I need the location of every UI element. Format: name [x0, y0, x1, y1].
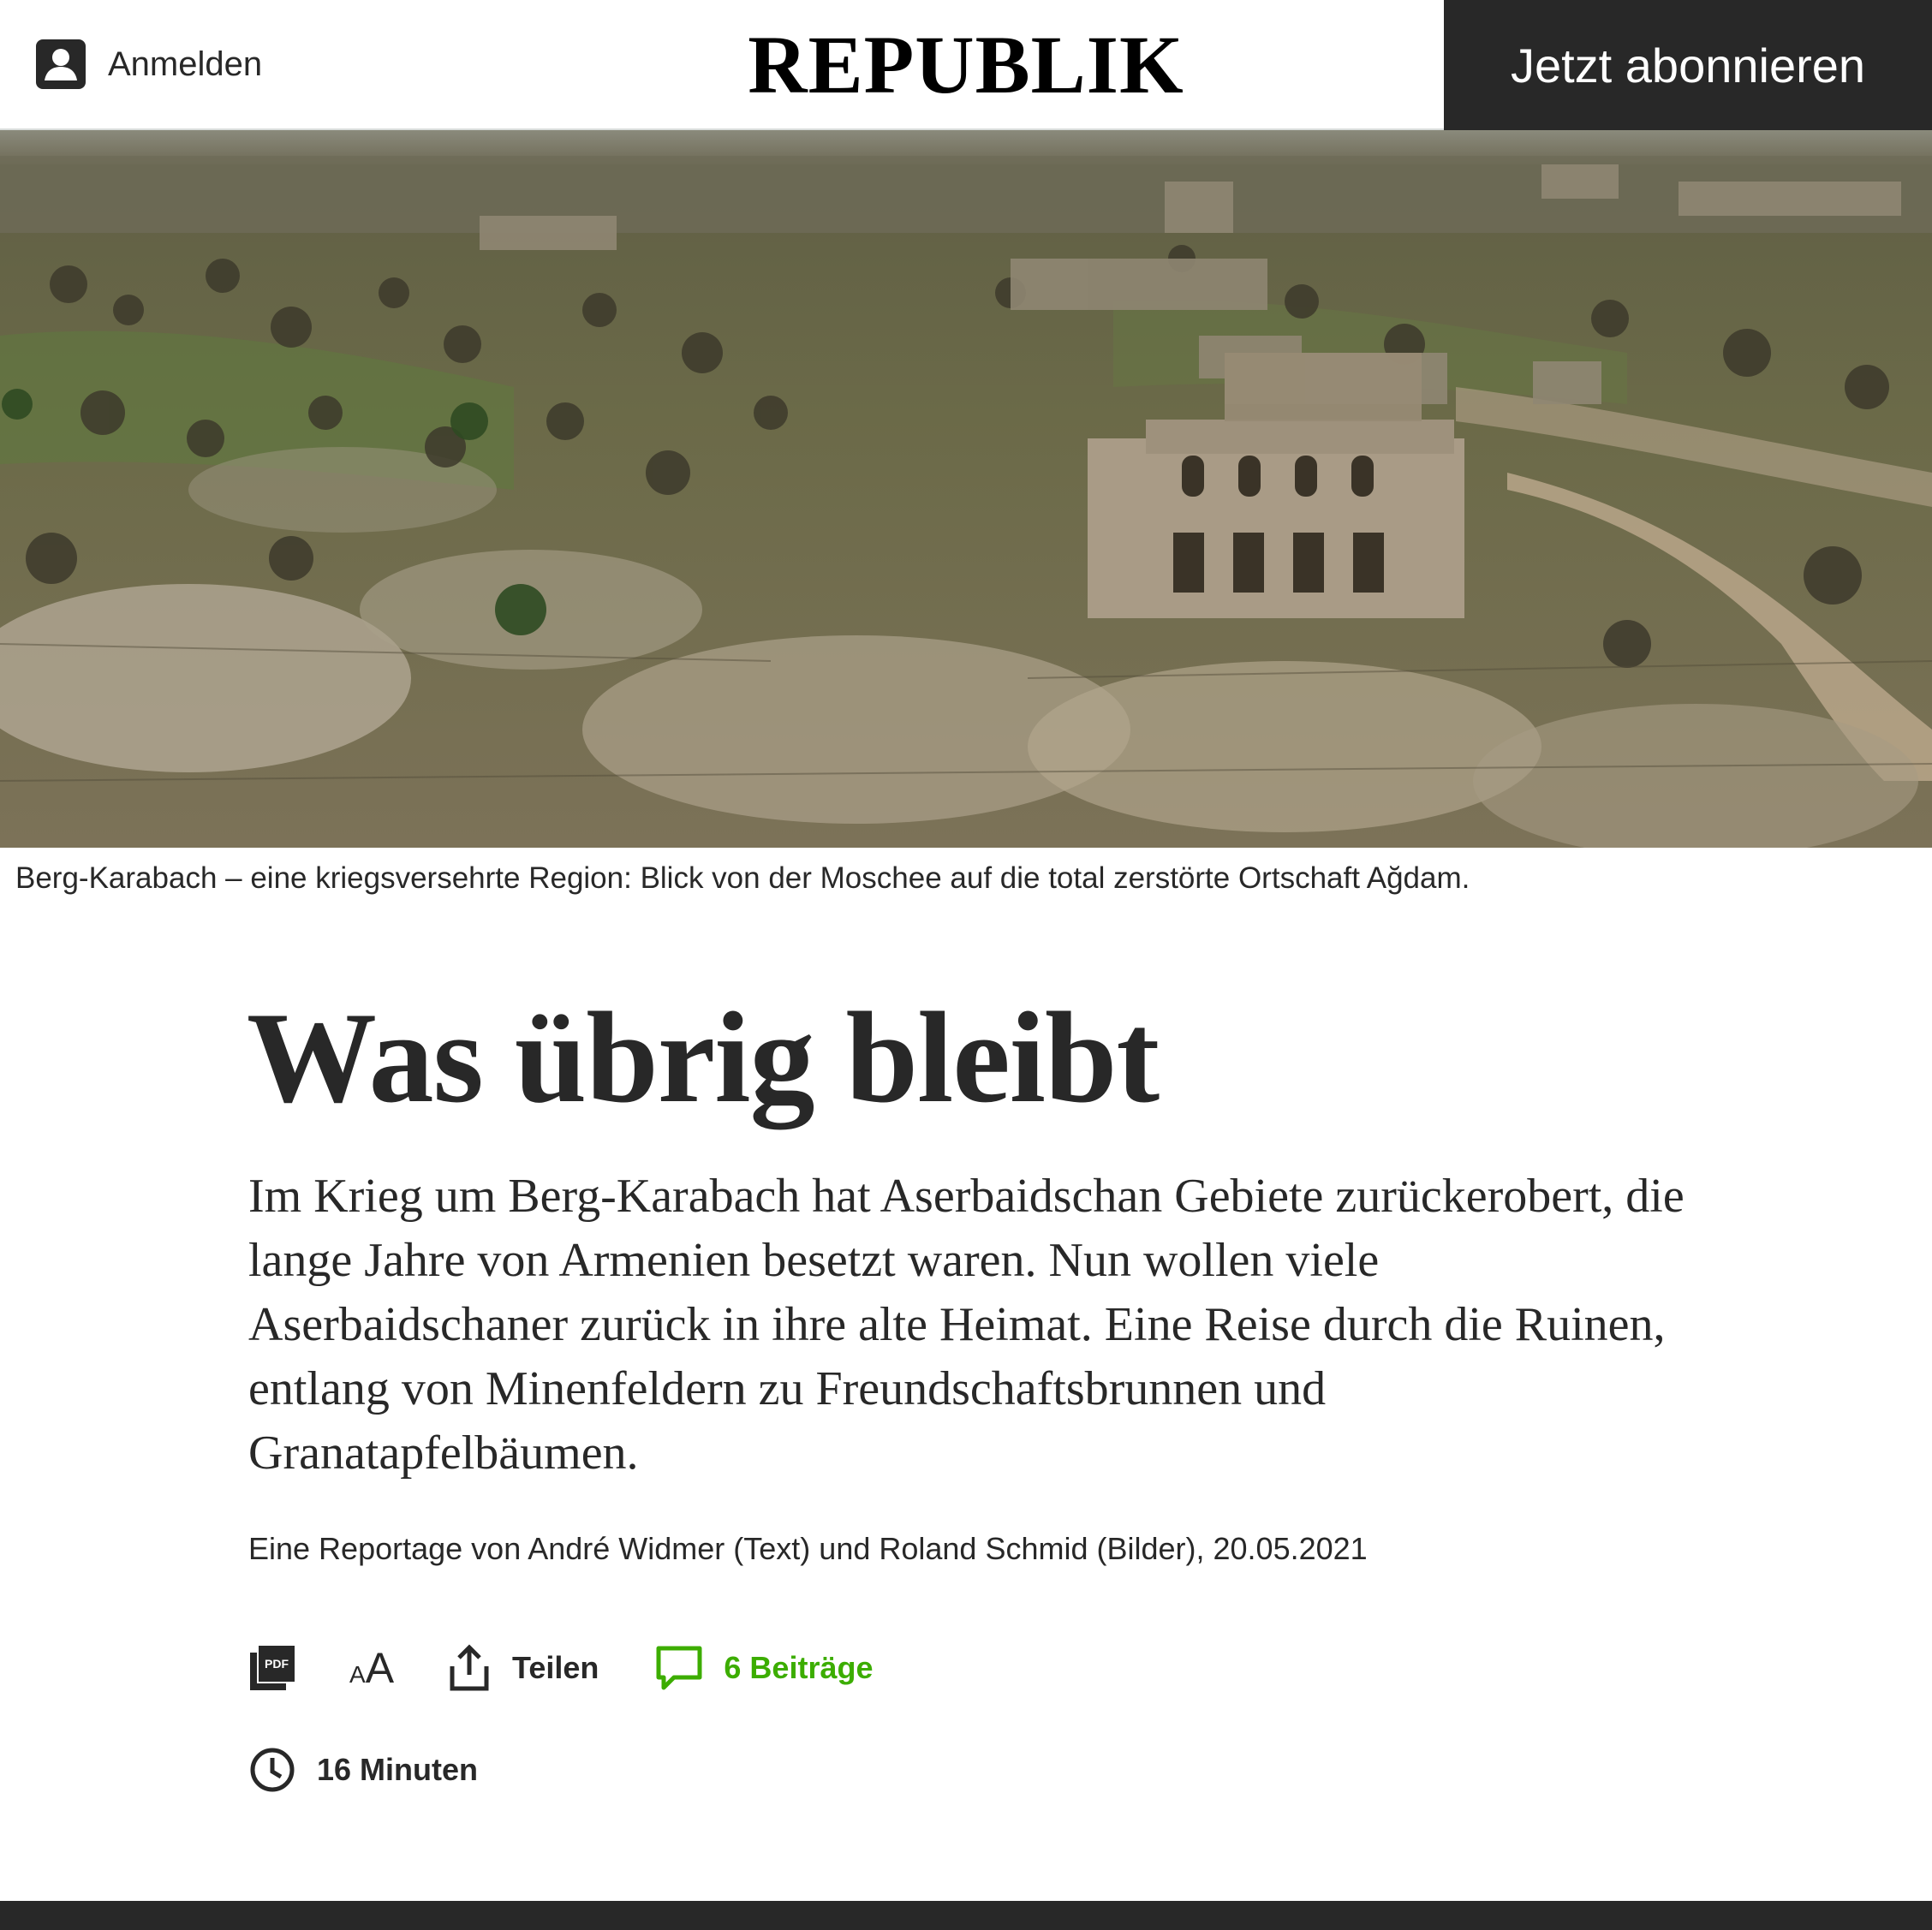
svg-text:PDF: PDF	[265, 1657, 289, 1671]
reading-time	[248, 1740, 478, 1800]
share-label: Teilen	[512, 1650, 599, 1685]
bottom-bar	[0, 1901, 1932, 1930]
share-icon	[447, 1644, 492, 1692]
comments-label: 6 Beiträge	[724, 1650, 874, 1685]
hero-caption: Berg-Karabach – eine kriegsversehrte Region: Blick von der Moschee auf die total zerstörte Ortschaft Ağdam.	[15, 861, 1470, 895]
comment-icon	[655, 1645, 703, 1691]
signin-label: Anmelden	[108, 45, 263, 83]
article-actions	[248, 1637, 873, 1699]
font-size-icon	[349, 1643, 394, 1693]
site-header	[0, 0, 1932, 130]
article-lead: Im Krieg um Berg-Karabach hat Aserbaidschan Gebiete zurückerobert, die lange Jahre von Armenien besetzt waren. Nun wollen viele Aserbaidschaner zurück in ihre alte Heimat. Eine Reise durch die Ruinen, entlang von Minenfeldern zu Freundschaftsbrunnen und Granatapfelbäumen.	[248, 1170, 1685, 1480]
reading-time-label: 16 Minuten	[317, 1752, 479, 1787]
site-logo[interactable]: REPUBLIK	[748, 19, 1184, 110]
pdf-button[interactable]	[248, 1644, 296, 1692]
pdf-icon	[248, 1644, 296, 1692]
hero-image	[0, 130, 1932, 848]
comments-button[interactable]	[655, 1645, 873, 1691]
ruins-landscape-photo	[0, 130, 1932, 848]
font-size-small-glyph: A	[349, 1661, 366, 1688]
clock-icon	[248, 1746, 296, 1794]
font-size-button[interactable]	[349, 1643, 394, 1693]
font-size-big-glyph: A	[365, 1644, 395, 1692]
subscribe-button[interactable]: Jetzt abonnieren	[1444, 0, 1932, 130]
article-byline: Eine Reportage von André Widmer (Text) und Roland Schmid (Bilder), 20.05.2021	[248, 1531, 1368, 1566]
article-title: Was übrig bleibt	[247, 986, 1160, 1129]
share-button[interactable]	[447, 1644, 599, 1692]
